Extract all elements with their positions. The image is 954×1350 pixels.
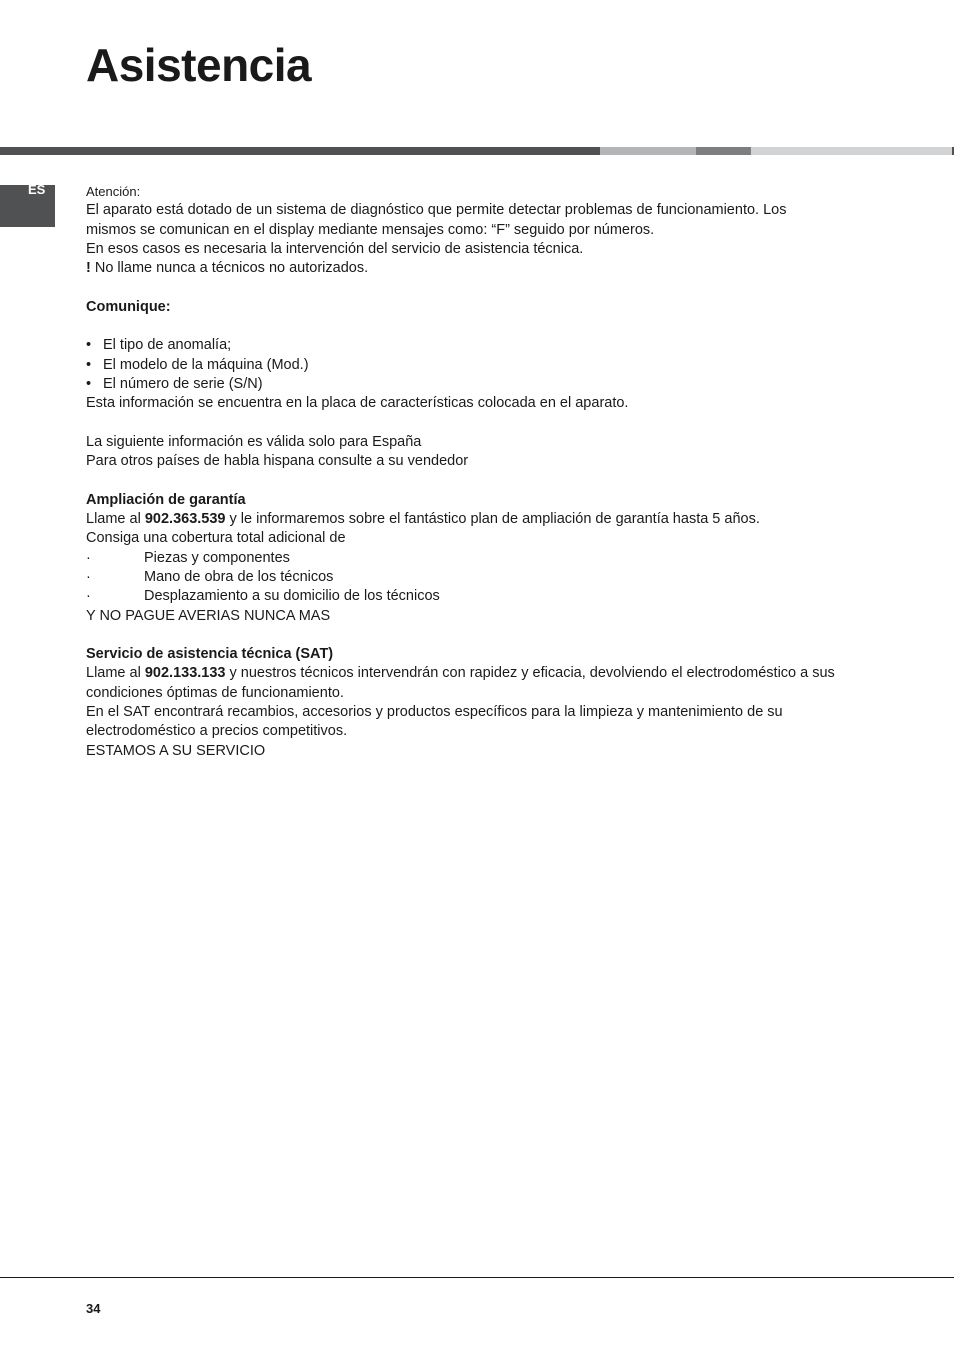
communicate-heading: Comunique:	[86, 298, 171, 315]
list-item	[86, 336, 896, 355]
attention-line-3: En esos casos es necesaria la intervención del servicio de asistencia técnica.	[86, 240, 584, 257]
sat-call	[86, 664, 896, 683]
communicate-note: Esta información se encuentra en la placa de características colocada en el aparato.	[86, 395, 629, 412]
list-item-text: El tipo de anomalía;	[103, 337, 232, 354]
list-item	[86, 549, 896, 568]
warranty-call-prefix: Llame al	[86, 511, 145, 528]
page-number: 34	[86, 1301, 101, 1316]
attention-label: Atención:	[86, 184, 141, 199]
list-item-text: Piezas y componentes	[144, 549, 290, 566]
list-item-text: Mano de obra de los técnicos	[144, 568, 334, 585]
sat-call-suffix: y nuestros técnicos intervendrán con rapidez y eficacia, devolviendo el electrodoméstico a sus	[225, 665, 835, 682]
header-band-light	[600, 147, 696, 155]
warranty-heading: Ampliación de garantía	[86, 491, 246, 508]
warranty-closing: Y NO PAGUE AVERIAS NUNCA MAS	[86, 607, 331, 624]
warranty-call-suffix: y le informaremos sobre el fantástico plan de ampliación de garantía hasta 5 años.	[225, 511, 760, 528]
language-tab-label: ES	[28, 182, 46, 197]
header-band-mid	[696, 147, 751, 155]
sat-call-prefix: Llame al	[86, 665, 145, 682]
list-item-text: El número de serie (S/N)	[103, 375, 263, 392]
sat-closing: ESTAMOS A SU SERVICIO	[86, 742, 266, 759]
validity-line-2: Para otros países de habla hispana consulte a su vendedor	[86, 453, 469, 470]
list-item	[86, 356, 896, 375]
footer-rule	[0, 1277, 954, 1278]
page-title: Asistencia	[86, 39, 312, 91]
sat-phone: 902.133.133	[144, 665, 226, 682]
language-tab	[0, 182, 55, 227]
header-band-pale	[751, 147, 952, 155]
warranty-coverage-intro: Consiga una cobertura total adicional de	[86, 530, 346, 547]
list-item	[86, 568, 896, 587]
warning-text: No llame nunca a técnicos no autorizados.	[90, 260, 369, 277]
list-item	[86, 587, 896, 606]
warning-mark: !	[86, 260, 91, 277]
list-item-text: Desplazamiento a su domicilio de los técnicos	[144, 588, 440, 605]
attention-line-1: El aparato está dotado de un sistema de diagnóstico que permite detectar problemas de funcionamiento. Los	[86, 202, 787, 219]
list-item	[86, 375, 896, 394]
list-item-text: El modelo de la máquina (Mod.)	[103, 356, 309, 373]
bullet-mark: •	[86, 375, 92, 392]
sat-line-2: condiciones óptimas de funcionamiento.	[86, 684, 344, 701]
dot-mark: ·	[86, 549, 91, 566]
sat-line-4: electrodoméstico a precios competitivos.	[86, 723, 348, 740]
sat-line-3: En el SAT encontrará recambios, accesorios y productos específicos para la limpieza y mantenimiento de su	[86, 704, 783, 721]
dot-mark: ·	[86, 568, 91, 585]
attention-warning	[86, 259, 896, 278]
bullet-mark: •	[86, 356, 92, 373]
validity-line-1: La siguiente información es válida solo para España	[86, 433, 422, 450]
header-band-dark	[0, 147, 600, 155]
dot-mark: ·	[86, 588, 91, 605]
warranty-phone: 902.363.539	[144, 511, 226, 528]
warranty-call	[86, 510, 896, 529]
bullet-mark: •	[86, 337, 92, 354]
main-content	[86, 182, 896, 761]
attention-line-2: mismos se comunican en el display mediante mensajes como: “F” seguido por números.	[86, 221, 655, 238]
sat-heading: Servicio de asistencia técnica (SAT)	[86, 646, 334, 663]
